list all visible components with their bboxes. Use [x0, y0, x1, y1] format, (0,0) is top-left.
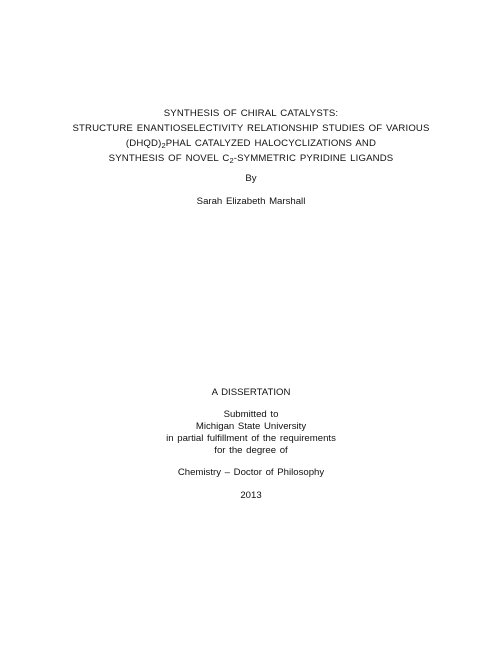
year: 2013: [240, 490, 262, 501]
university-name: Michigan State University: [195, 421, 307, 432]
title-line-2: STRUCTURE ENANTIOSELECTIVITY RELATIONSHIP STUDIES OF VARIOUS: [72, 123, 430, 134]
degree-preamble: for the degree of: [214, 445, 288, 456]
title-line-3-subscript: 2: [161, 141, 166, 150]
degree-name: Chemistry – Doctor of Philosophy: [177, 467, 325, 478]
title-line-4: [0, 153, 502, 165]
title-line-4-subscript: 2: [229, 156, 234, 165]
title-line-1: SYNTHESIS OF CHIRAL CATALYSTS:: [163, 108, 339, 119]
submitted-to: Submitted to: [223, 409, 279, 420]
author-name: Sarah Elizabeth Marshall: [196, 196, 306, 207]
byline: By: [245, 173, 257, 184]
title-line-3-post: PHAL CATALYZED HALOCYCLIZATIONS AND: [165, 138, 377, 149]
title-line-4-post: -SYMMETRIC PYRIDINE LIGANDS: [233, 153, 394, 164]
title-line-3: [0, 138, 502, 150]
document-type: A DISSERTATION: [211, 387, 291, 398]
title-line-4-pre: SYNTHESIS OF NOVEL C: [108, 153, 230, 164]
title-line-3-pre: (DHQD): [125, 138, 162, 149]
fulfillment-statement: in partial fulfillment of the requirements: [166, 433, 336, 444]
